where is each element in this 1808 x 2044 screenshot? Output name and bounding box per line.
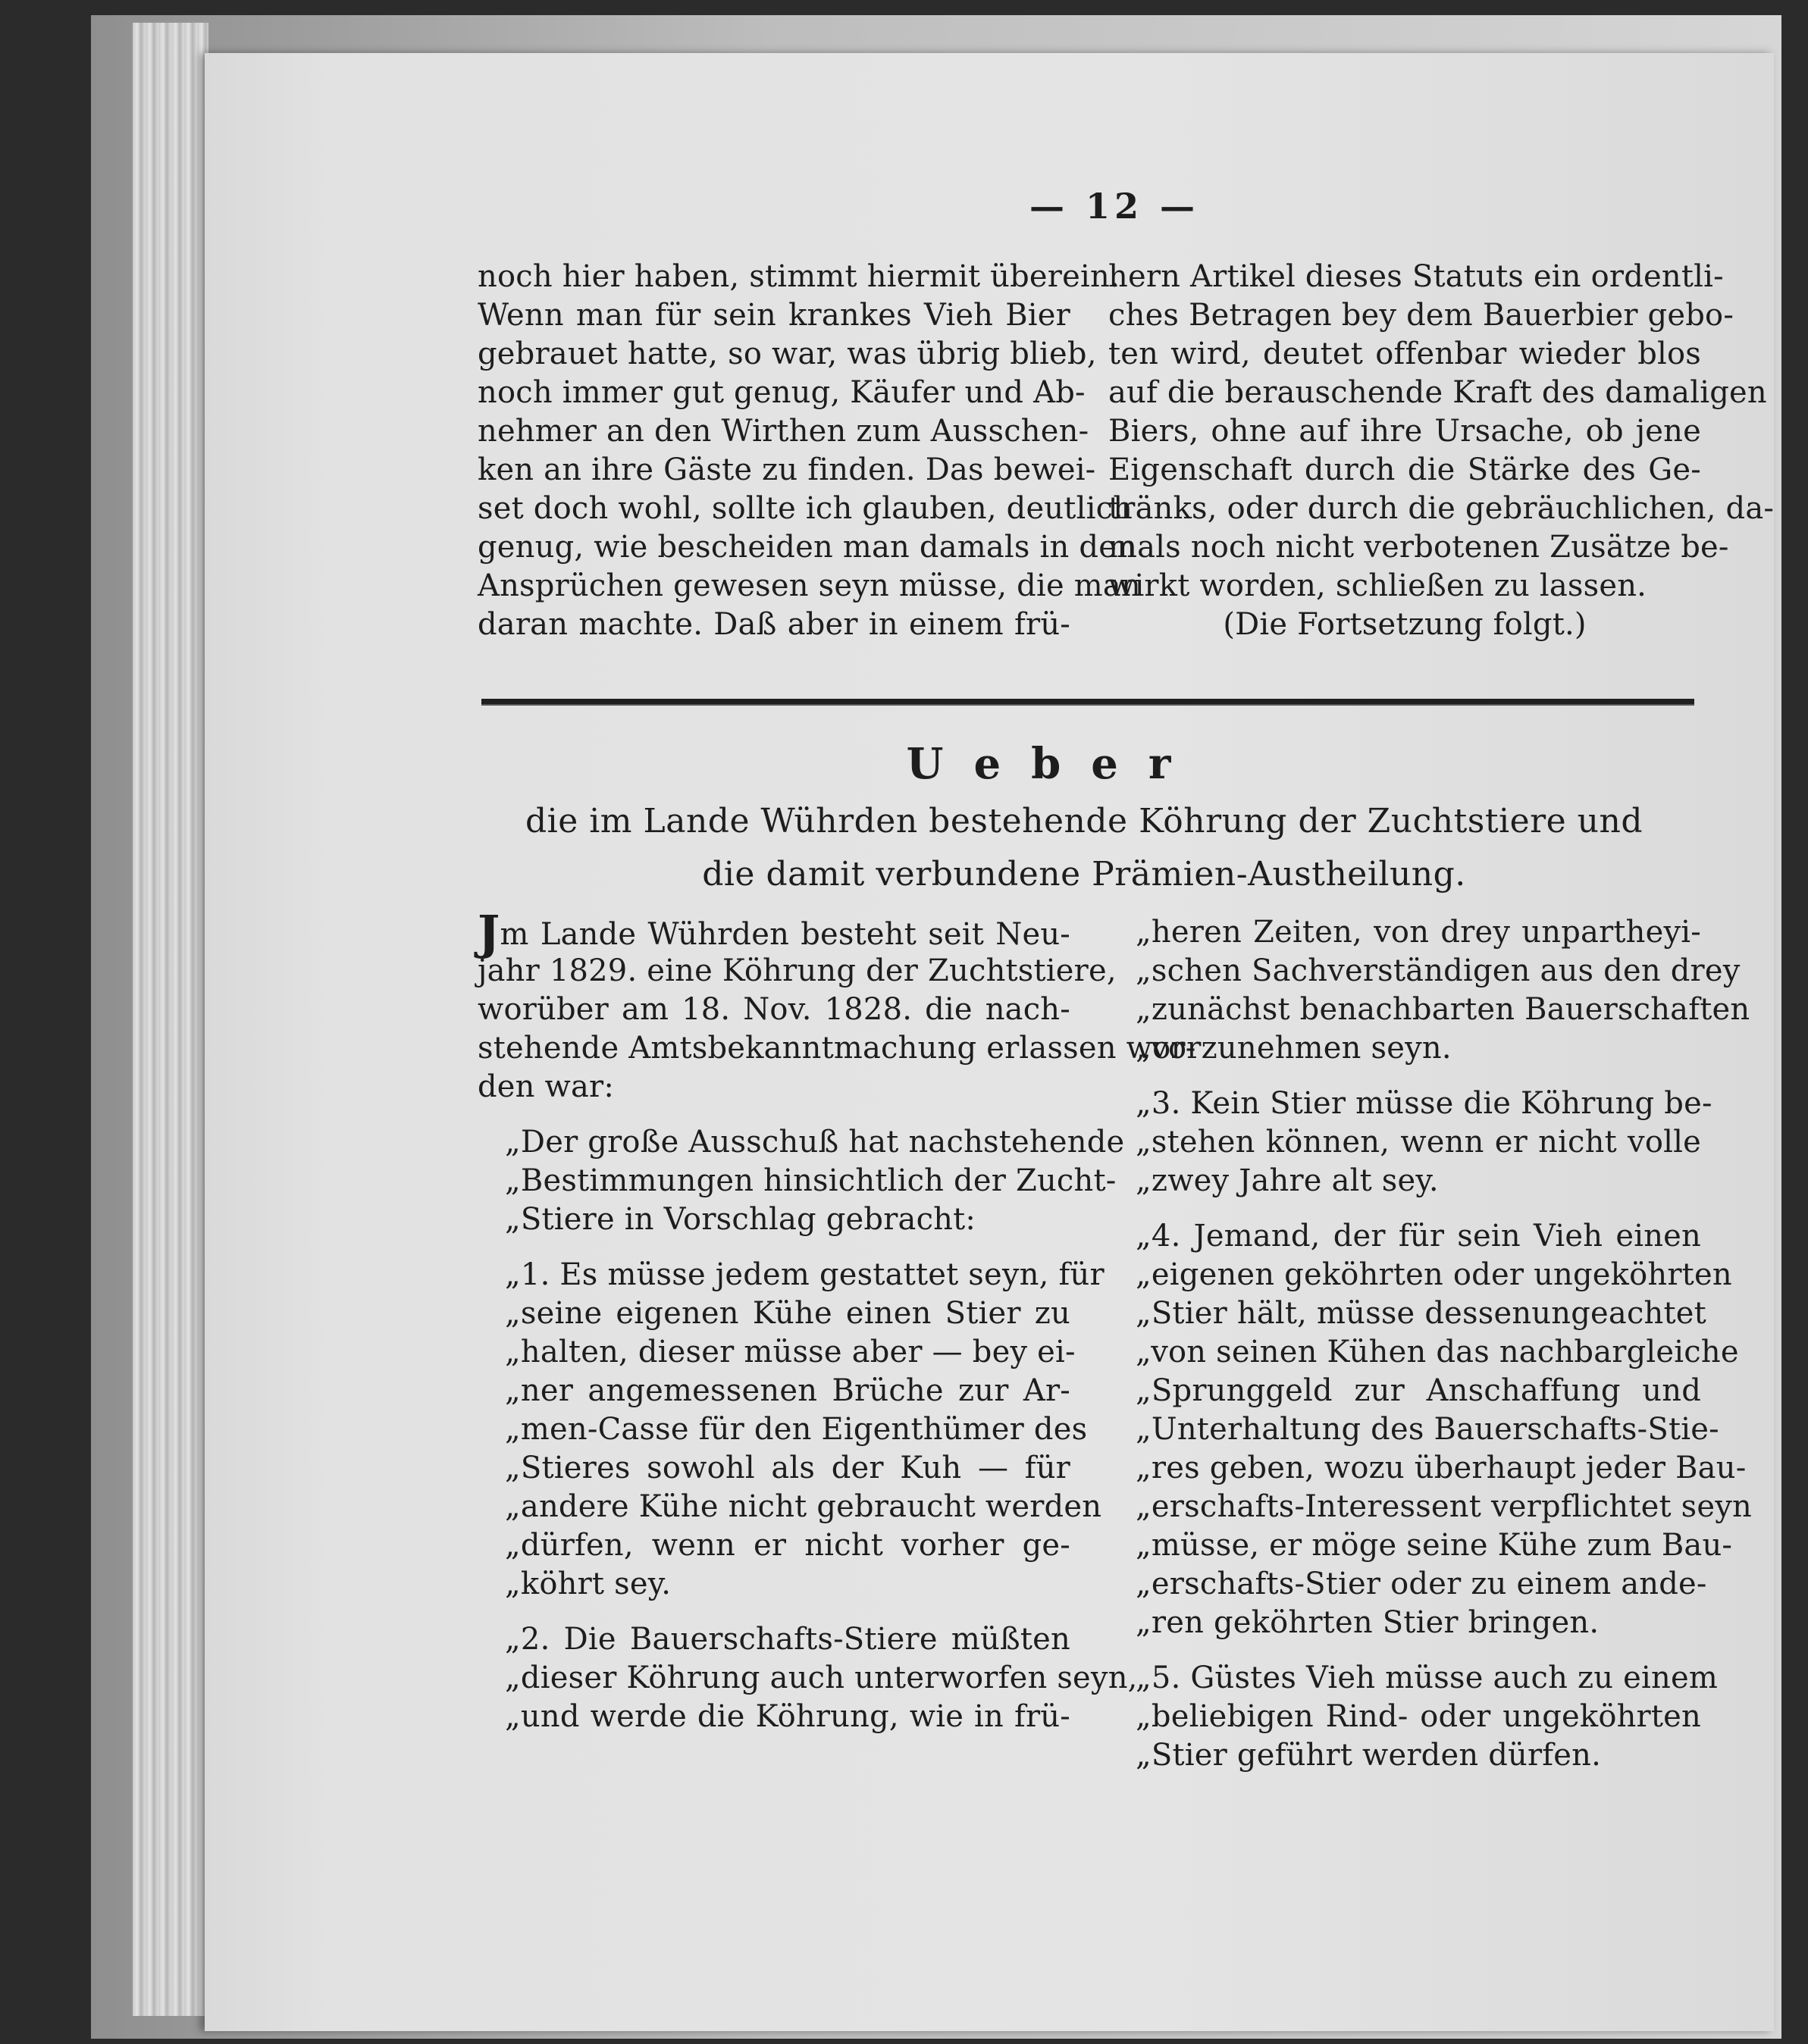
text-column-top-right	[1108, 258, 1775, 644]
item-5-line: „Stier geführt werden dürfen.	[1136, 1738, 1602, 1773]
text-line: worüber am 18. Nov. 1828. die nach-	[478, 992, 1070, 1027]
page-number: — 12 —	[1029, 186, 1200, 227]
item-4-line: „erschafts-Stier oder zu einem ande-	[1136, 1567, 1707, 1601]
text-line: noch immer gut genug, Käufer und Ab-	[478, 375, 1086, 410]
item-4-line: „erschafts-Interessent verpflichtet seyn	[1136, 1489, 1752, 1524]
item-4-line: „eigenen geköhrten oder ungeköhrten	[1136, 1257, 1732, 1292]
article-subtitle-line-1: die im Lande Wührden bestehende Köhrung der Zuchtstiere und	[525, 802, 1643, 840]
item-1-line: „köhrt sey.	[505, 1567, 672, 1601]
paragraph-gap	[1108, 1642, 1701, 1659]
quote-line: „Stiere in Vorschlag gebracht:	[505, 1202, 976, 1237]
paragraph-gap	[1108, 1068, 1701, 1085]
item-2-line: „2. Die Bauerschafts-Stiere müßten	[505, 1622, 1070, 1657]
text-line: ten wird, deutet offenbar wieder blos	[1108, 336, 1701, 371]
page-edges	[133, 23, 208, 2016]
item-2-line: „und werde die Köhrung, wie in frü-	[505, 1699, 1070, 1734]
article-title: Ueber	[906, 739, 1202, 789]
text-line: noch hier haben, stimmt hiermit überein.	[478, 259, 1120, 294]
item-4-line: „ren geköhrten Stier bringen.	[1136, 1605, 1600, 1640]
text-line: daran machte. Daß aber in einem frü-	[478, 607, 1070, 642]
text-line: tränks, oder durch die gebräuchlichen, da-	[1108, 491, 1775, 526]
item-1-line: „dürfen, wenn er nicht vorher ge-	[505, 1528, 1070, 1563]
text-line: hern Artikel dieses Statuts ein ordentli-	[1108, 259, 1724, 294]
item-2-line: „vorzunehmen seyn.	[1136, 1031, 1452, 1066]
paragraph-gap	[478, 1107, 1070, 1123]
text-line: gebrauet hatte, so war, was übrig blieb,	[478, 336, 1097, 371]
item-2-line: „zunächst benachbarten Bauerschaften	[1136, 992, 1750, 1027]
item-4-line: „von seinen Kühen das nachbargleiche	[1136, 1335, 1739, 1369]
paragraph-gap	[478, 1239, 1070, 1256]
item-2-line: „heren Zeiten, von drey unpartheyi-	[1136, 915, 1701, 950]
paragraph-gap	[478, 1604, 1070, 1620]
item-4-line: „Sprunggeld zur Anschaffung und	[1136, 1373, 1701, 1408]
intro-line-first	[478, 905, 1070, 960]
text-line: set doch wohl, sollte ich glauben, deutlich	[478, 491, 1133, 526]
text-line: genug, wie bescheiden man damals in den	[478, 530, 1137, 565]
text-line: Ansprüchen gewesen seyn müsse, die man	[478, 568, 1141, 603]
text-line: Wenn man für sein krankes Vieh Bier	[478, 298, 1070, 333]
item-3-line: „stehen können, wenn er nicht volle	[1136, 1125, 1701, 1160]
quote-line: „Der große Ausschuß hat nachstehende	[505, 1125, 1125, 1160]
item-4-line: „müsse, er möge seine Kühe zum Bau-	[1136, 1528, 1733, 1563]
continuation-note: (Die Fortsetzung folgt.)	[1223, 607, 1587, 642]
item-4-line: „4. Jemand, der für sein Vieh einen	[1136, 1219, 1701, 1254]
item-1-line: „men-Casse für den Eigenthümer des	[505, 1412, 1088, 1447]
item-5-line: „5. Güstes Vieh müsse auch zu einem	[1136, 1661, 1718, 1695]
intro-text: m Lande Wührden besteht seit Neu-	[500, 917, 1070, 952]
quote-line: „Bestimmungen hinsichtlich der Zucht-	[505, 1163, 1117, 1198]
text-line: ken an ihre Gäste zu finden. Das bewei-	[478, 452, 1096, 487]
item-2-line: „schen Sachverständigen aus den drey	[1136, 953, 1741, 988]
article-subtitle-line-2: die damit verbundene Prämien-Austheilung.	[702, 855, 1466, 894]
item-1-line: „andere Kühe nicht gebraucht werden	[505, 1489, 1102, 1524]
text-column-bottom-left	[478, 905, 1196, 1736]
section-divider-rule	[481, 699, 1694, 706]
item-5-line: „beliebigen Rind- oder ungeköhrten	[1136, 1699, 1701, 1734]
text-line: den war:	[478, 1069, 615, 1104]
text-line: Eigenschaft durch die Stärke des Ge-	[1108, 452, 1701, 487]
item-1-line: „ner angemessenen Brüche zur Ar-	[505, 1373, 1070, 1408]
item-3-line: „3. Kein Stier müsse die Köhrung be-	[1136, 1086, 1712, 1121]
item-2-line: „dieser Köhrung auch unterworfen seyn,	[505, 1661, 1138, 1695]
item-4-line: „Unterhaltung des Bauerschafts-Stie-	[1136, 1412, 1719, 1447]
text-column-top-left	[478, 258, 1141, 644]
paragraph-gap	[1108, 1200, 1701, 1217]
item-1-line: „seine eigenen Kühe einen Stier zu	[505, 1296, 1070, 1331]
text-line: stehende Amtsbekanntmachung erlassen wor-	[478, 1031, 1196, 1066]
text-line: Biers, ohne auf ihre Ursache, ob jene	[1108, 414, 1701, 449]
text-line: jahr 1829. eine Köhrung der Zuchtstiere,	[478, 953, 1117, 988]
text-line: mals noch nicht verbotenen Zusätze be-	[1108, 530, 1729, 565]
item-1-line: „1. Es müsse jedem gestattet seyn, für	[505, 1257, 1105, 1292]
text-column-bottom-right	[1108, 913, 1752, 1775]
item-1-line: „halten, dieser müsse aber — bey ei-	[505, 1335, 1076, 1369]
text-line: nehmer an den Wirthen zum Ausschen-	[478, 414, 1089, 449]
text-line: auf die berauschende Kraft des damaligen	[1108, 375, 1767, 410]
item-3-line: „zwey Jahre alt sey.	[1136, 1163, 1439, 1198]
drop-cap: J	[478, 905, 500, 960]
text-line: ches Betragen bey dem Bauerbier gebo-	[1108, 298, 1734, 333]
text-line: wirkt worden, schließen zu lassen.	[1108, 568, 1647, 603]
item-4-line: „Stier hält, müsse dessenungeachtet	[1136, 1296, 1706, 1331]
item-4-line: „res geben, wozu überhaupt jeder Bau-	[1136, 1451, 1747, 1485]
item-1-line: „Stieres sowohl als der Kuh — für	[505, 1451, 1070, 1485]
